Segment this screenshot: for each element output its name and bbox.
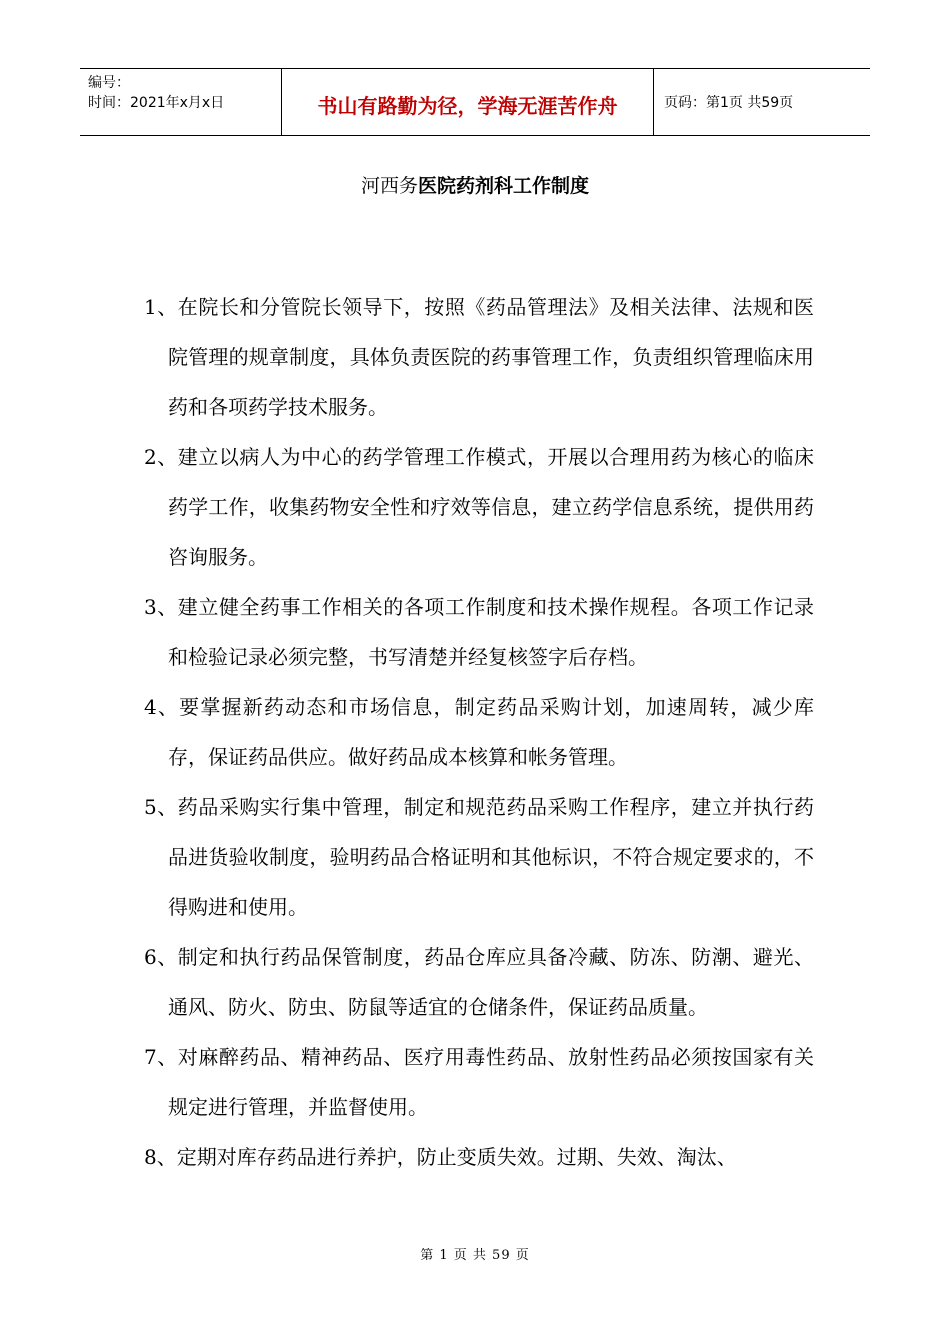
page-title <box>0 172 950 200</box>
header-meta <box>80 69 282 135</box>
header-table <box>80 68 870 136</box>
header-page-info: 页码：第1页 共59页 <box>664 95 794 111</box>
time-label: 时间：2021年x月x日 <box>88 95 225 111</box>
page-footer: 第 1 页 共 59 页 <box>420 1248 530 1263</box>
regulation-list <box>144 282 814 1182</box>
number-label: 编号： <box>88 75 130 91</box>
list-item: 3、建立健全药事工作相关的各项工作制度和技术操作规程。各项工作记录和检验记录必须完整，书写清楚并经复核签字后存档。 <box>144 595 814 669</box>
list-item: 6、制定和执行药品保管制度，药品仓库应具备冷藏、防冻、防潮、避光、通风、防火、防虫、防鼠等适宜的仓储条件，保证药品质量。 <box>144 945 814 1019</box>
title-main: 医院药剂科工作制度 <box>418 175 590 197</box>
list-item: 7、对麻醉药品、精神药品、医疗用毒性药品、放射性药品必须按国家有关规定进行管理，并监督使用。 <box>144 1045 814 1119</box>
list-item: 1、在院长和分管院长领导下，按照《药品管理法》及相关法律、法规和医院管理的规章制度，具体负责医院的药事管理工作，负责组织管理临床用药和各项药学技术服务。 <box>144 295 814 419</box>
list-item: 4、要掌握新药动态和市场信息，制定药品采购计划，加速周转，减少库存，保证药品供应。做好药品成本核算和帐务管理。 <box>144 695 814 769</box>
list-item: 8、定期对库存药品进行养护，防止变质失效。过期、失效、淘汰、 <box>144 1145 737 1169</box>
list-item: 2、建立以病人为中心的药学管理工作模式，开展以合理用药为核心的临床药学工作，收集药物安全性和疗效等信息，建立药学信息系统，提供用药咨询服务。 <box>144 445 814 569</box>
header-motto: 书山有路勤为径，学海无涯苦作舟 <box>282 69 654 135</box>
list-item: 5、药品采购实行集中管理，制定和规范药品采购工作程序，建立并执行药品进货验收制度，验明药品合格证明和其他标识，不符合规定要求的，不得购进和使用。 <box>144 795 814 919</box>
title-prefix: 河西务 <box>360 175 418 197</box>
